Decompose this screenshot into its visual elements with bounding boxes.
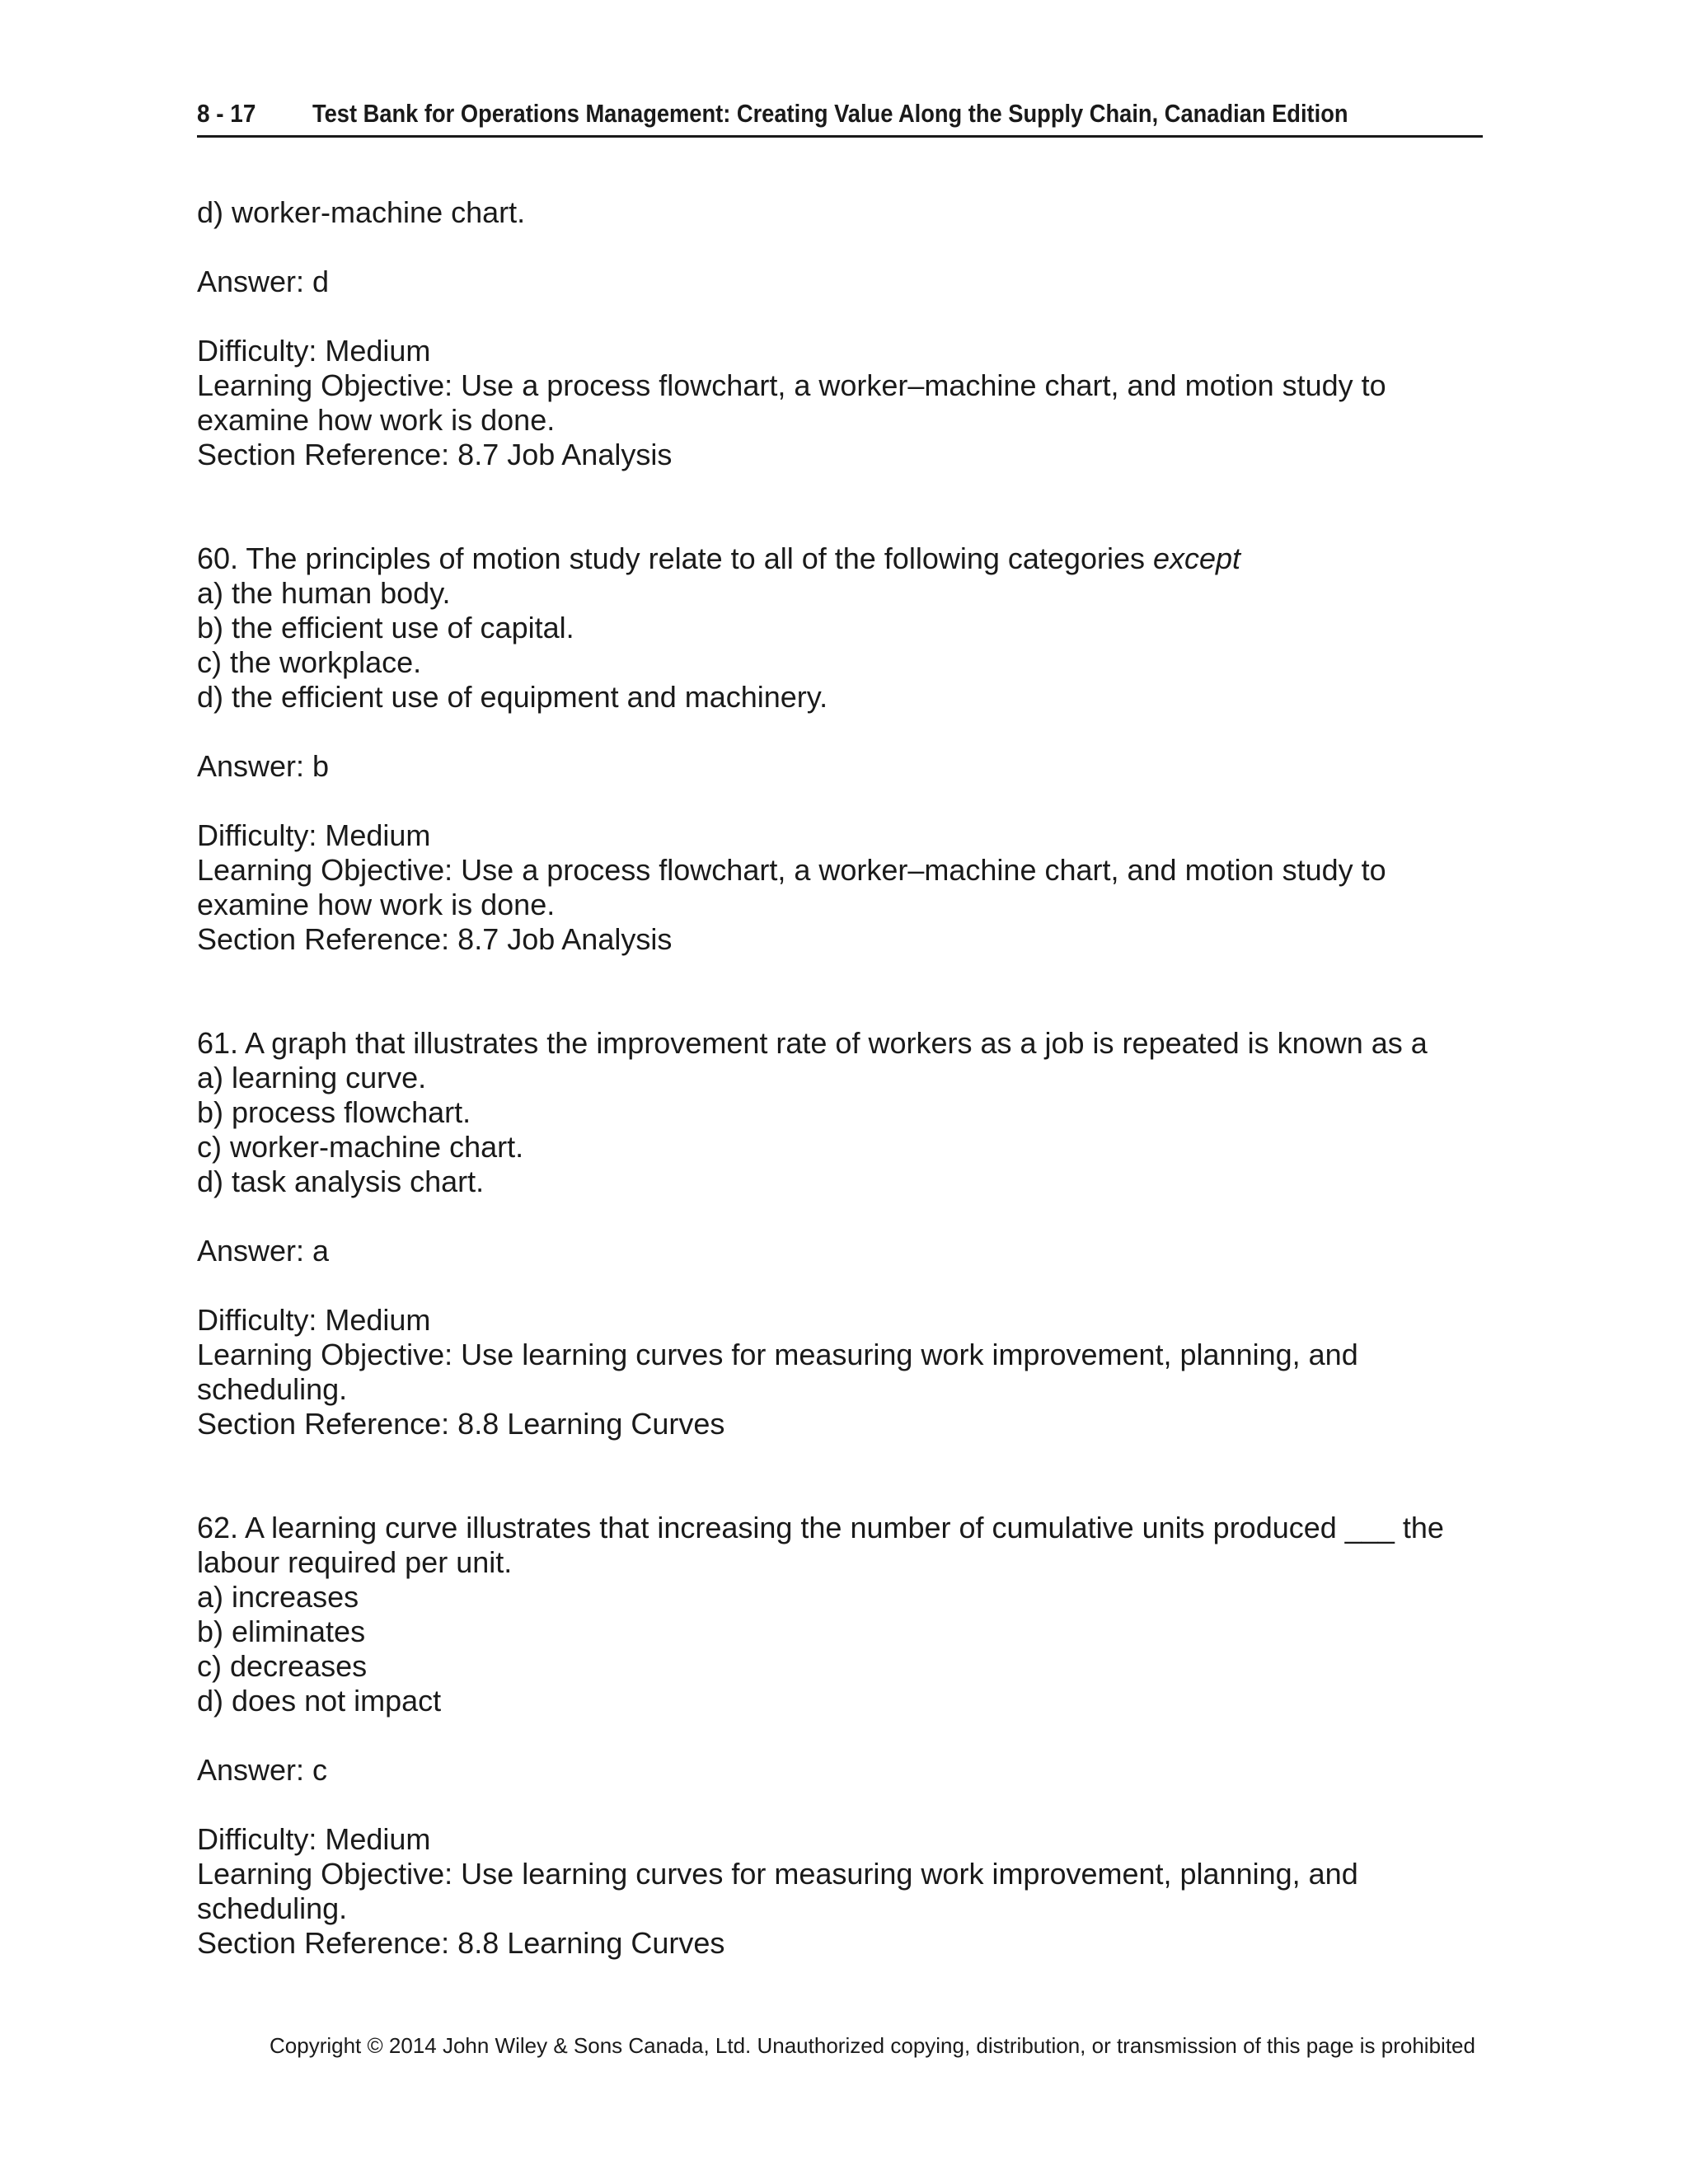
- learning-objective-cont: examine how work is done.: [197, 403, 556, 437]
- section-reference: Section Reference: 8.7 Job Analysis: [197, 922, 673, 956]
- option-b: b) process flowchart.: [197, 1095, 471, 1129]
- answer: Answer: b: [197, 749, 330, 783]
- section-reference: Section Reference: 8.7 Job Analysis: [197, 438, 673, 471]
- page-number: 8 - 17: [197, 99, 256, 128]
- question-block-59: [197, 195, 1507, 472]
- option-c: c) decreases: [197, 1649, 368, 1683]
- learning-objective: Learning Objective: Use a process flowchart, a worker–machine chart, and motion study to: [197, 853, 1386, 887]
- learning-objective: Learning Objective: Use learning curves for measuring work improvement, planning, and: [197, 1857, 1358, 1891]
- option-a: a) the human body.: [197, 576, 451, 610]
- copyright-footer: Copyright © 2014 John Wiley & Sons Canada, Ltd. Unauthorized copying, distribution, or transmission of this page is prohibited: [270, 2033, 1475, 2058]
- question-block-62: [197, 1511, 1507, 1961]
- question-block-61: [197, 1026, 1507, 1441]
- learning-objective: Learning Objective: Use a process flowchart, a worker–machine chart, and motion study to: [197, 368, 1386, 402]
- option-d: d) task analysis chart.: [197, 1165, 485, 1198]
- option-b: b) eliminates: [197, 1615, 366, 1648]
- option-b: b) the efficient use of capital.: [197, 611, 574, 644]
- learning-objective: Learning Objective: Use learning curves for measuring work improvement, planning, and: [197, 1338, 1358, 1371]
- difficulty: Difficulty: Medium: [197, 1303, 431, 1337]
- section-reference: Section Reference: 8.8 Learning Curves: [197, 1926, 725, 1960]
- difficulty: Difficulty: Medium: [197, 1822, 431, 1856]
- answer: Answer: a: [197, 1234, 330, 1268]
- learning-objective-cont: examine how work is done.: [197, 888, 556, 921]
- option-d: d) the efficient use of equipment and machinery.: [197, 680, 828, 714]
- page-header: [197, 97, 1483, 138]
- book-title: Test Bank for Operations Management: Creating Value Along the Supply Chain, Canadian Edition: [312, 99, 1348, 128]
- stem-emphasis: except: [1152, 541, 1241, 575]
- option-d: d) worker-machine chart.: [197, 195, 526, 229]
- question-stem: 60. The principles of motion study relate to all of the following categories except: [197, 541, 1241, 575]
- question-stem: 62. A learning curve illustrates that increasing the number of cumulative units produced ___ the: [197, 1511, 1444, 1544]
- question-stem: 61. A graph that illustrates the improvement rate of workers as a job is repeated is known as a: [197, 1026, 1428, 1060]
- option-a: a) learning curve.: [197, 1061, 427, 1094]
- option-c: c) worker-machine chart.: [197, 1130, 524, 1164]
- answer: Answer: c: [197, 1753, 328, 1787]
- learning-objective-cont: scheduling.: [197, 1891, 348, 1925]
- page-body: [197, 195, 1507, 1961]
- option-d: d) does not impact: [197, 1684, 442, 1718]
- difficulty: Difficulty: Medium: [197, 818, 431, 852]
- option-a: a) increases: [197, 1580, 359, 1614]
- option-c: c) the workplace.: [197, 645, 422, 679]
- question-block-60: [197, 541, 1507, 957]
- learning-objective-cont: scheduling.: [197, 1372, 348, 1406]
- answer: Answer: d: [197, 265, 330, 298]
- question-stem-cont: labour required per unit.: [197, 1545, 513, 1579]
- section-reference: Section Reference: 8.8 Learning Curves: [197, 1407, 725, 1441]
- difficulty: Difficulty: Medium: [197, 334, 431, 368]
